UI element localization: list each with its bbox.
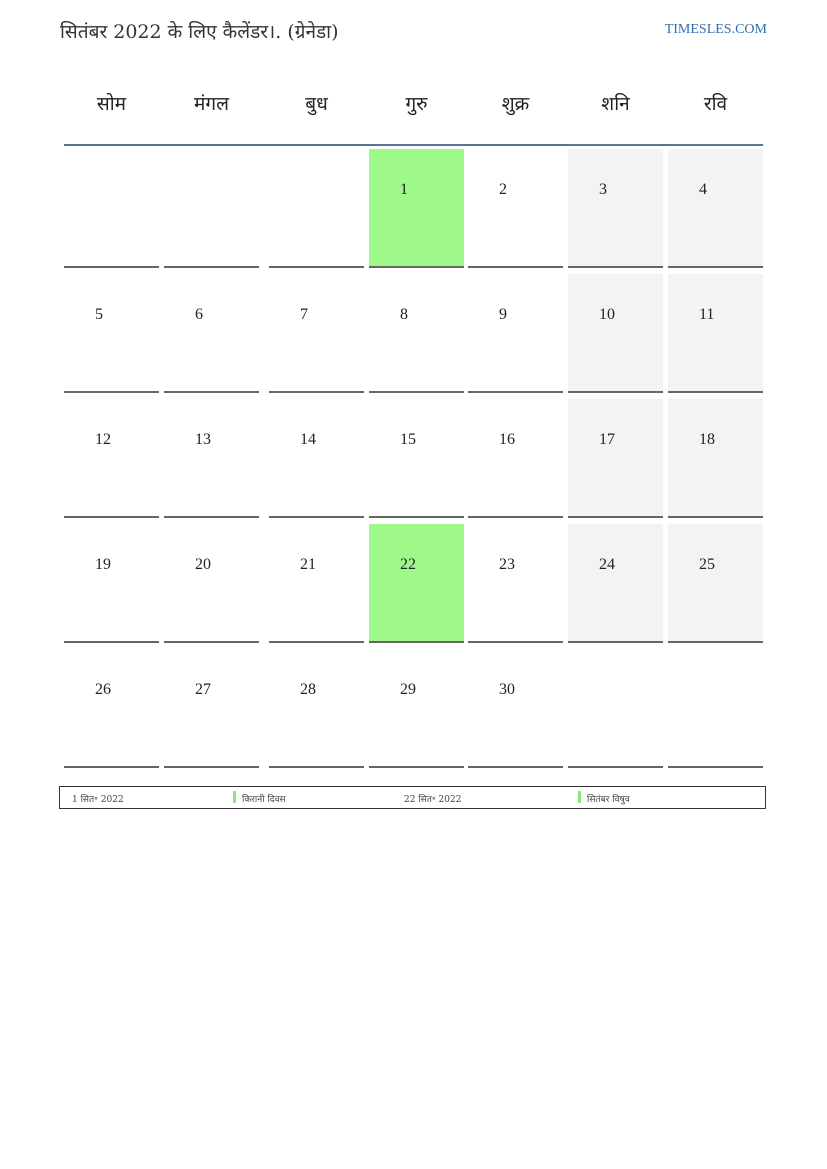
empty-day-cell xyxy=(64,149,159,268)
day-cell[interactable] xyxy=(269,524,364,643)
day-cell[interactable] xyxy=(64,399,159,518)
day-number: 7 xyxy=(300,306,308,323)
day-number: 26 xyxy=(95,681,111,698)
day-number: 6 xyxy=(195,306,203,323)
day-cell[interactable] xyxy=(164,274,259,393)
day-number: 24 xyxy=(599,556,615,573)
day-number: 8 xyxy=(400,306,408,323)
empty-day-cell xyxy=(164,149,259,268)
day-number: 10 xyxy=(599,306,615,323)
day-cell[interactable] xyxy=(468,649,563,768)
day-cell[interactable] xyxy=(369,399,464,518)
day-cell[interactable] xyxy=(668,149,763,268)
day-number: 19 xyxy=(95,556,111,573)
day-number: 14 xyxy=(300,431,316,448)
day-number: 5 xyxy=(95,306,103,323)
day-number: 18 xyxy=(699,431,715,448)
empty-day-cell xyxy=(668,649,763,768)
weekday-mon: सोम xyxy=(96,93,127,115)
day-cell[interactable] xyxy=(164,399,259,518)
weekday-header xyxy=(64,60,763,146)
legend-date: 1 सित॰ 2022 xyxy=(72,795,124,805)
day-number: 27 xyxy=(195,681,211,698)
day-number: 12 xyxy=(95,431,111,448)
day-number: 28 xyxy=(300,681,316,698)
day-cell[interactable] xyxy=(568,149,663,268)
day-number: 17 xyxy=(599,431,615,448)
day-number: 13 xyxy=(195,431,211,448)
day-number: 22 xyxy=(400,556,416,573)
day-number: 20 xyxy=(195,556,211,573)
holiday-legend xyxy=(59,786,766,809)
weekday-sun: रवि xyxy=(703,93,728,115)
legend-color-marker xyxy=(233,791,236,803)
day-cell[interactable] xyxy=(468,399,563,518)
page-title: सितंबर 2022 के लिए कैलेंडर।. (ग्रेनेडा) xyxy=(60,21,339,43)
day-cell[interactable] xyxy=(568,274,663,393)
day-cell[interactable] xyxy=(269,399,364,518)
legend-holiday-name: सितंबर विषुव xyxy=(587,795,630,805)
day-cell[interactable] xyxy=(668,274,763,393)
day-cell[interactable] xyxy=(64,274,159,393)
weekday-sat: शनि xyxy=(601,93,630,115)
day-number: 23 xyxy=(499,556,515,573)
legend-color-marker xyxy=(578,791,581,803)
day-number: 25 xyxy=(699,556,715,573)
day-cell[interactable] xyxy=(269,649,364,768)
day-cell[interactable] xyxy=(269,274,364,393)
day-cell[interactable] xyxy=(369,649,464,768)
day-cell[interactable] xyxy=(568,524,663,643)
day-cell[interactable] xyxy=(468,274,563,393)
day-number: 21 xyxy=(300,556,316,573)
day-number: 3 xyxy=(599,181,607,198)
day-cell[interactable] xyxy=(64,524,159,643)
legend-date: 22 सित॰ 2022 xyxy=(404,795,462,805)
weekday-fri: शुक्र xyxy=(501,93,530,115)
day-cell[interactable] xyxy=(668,399,763,518)
day-cell[interactable] xyxy=(369,149,464,268)
weekday-thu: गुरु xyxy=(405,93,428,115)
weekday-tue: मंगल xyxy=(194,93,229,115)
site-link[interactable]: TIMESLES.COM xyxy=(664,22,767,37)
day-cell[interactable] xyxy=(369,524,464,643)
day-number: 1 xyxy=(400,181,408,198)
weekday-wed: बुध xyxy=(305,93,328,115)
day-cell[interactable] xyxy=(668,524,763,643)
day-number: 2 xyxy=(499,181,507,198)
day-number: 9 xyxy=(499,306,507,323)
day-cell[interactable] xyxy=(64,649,159,768)
day-cell[interactable] xyxy=(468,524,563,643)
day-number: 16 xyxy=(499,431,515,448)
day-cell[interactable] xyxy=(369,274,464,393)
day-number: 30 xyxy=(499,681,515,698)
legend-holiday-name: किरानी दिवस xyxy=(242,795,286,805)
day-number: 4 xyxy=(699,181,707,198)
day-cell[interactable] xyxy=(468,149,563,268)
day-number: 11 xyxy=(699,306,715,323)
day-cell[interactable] xyxy=(568,399,663,518)
day-cell[interactable] xyxy=(164,649,259,768)
day-number: 15 xyxy=(400,431,416,448)
empty-day-cell xyxy=(568,649,663,768)
day-number: 29 xyxy=(400,681,416,698)
empty-day-cell xyxy=(269,149,364,268)
day-cell[interactable] xyxy=(164,524,259,643)
